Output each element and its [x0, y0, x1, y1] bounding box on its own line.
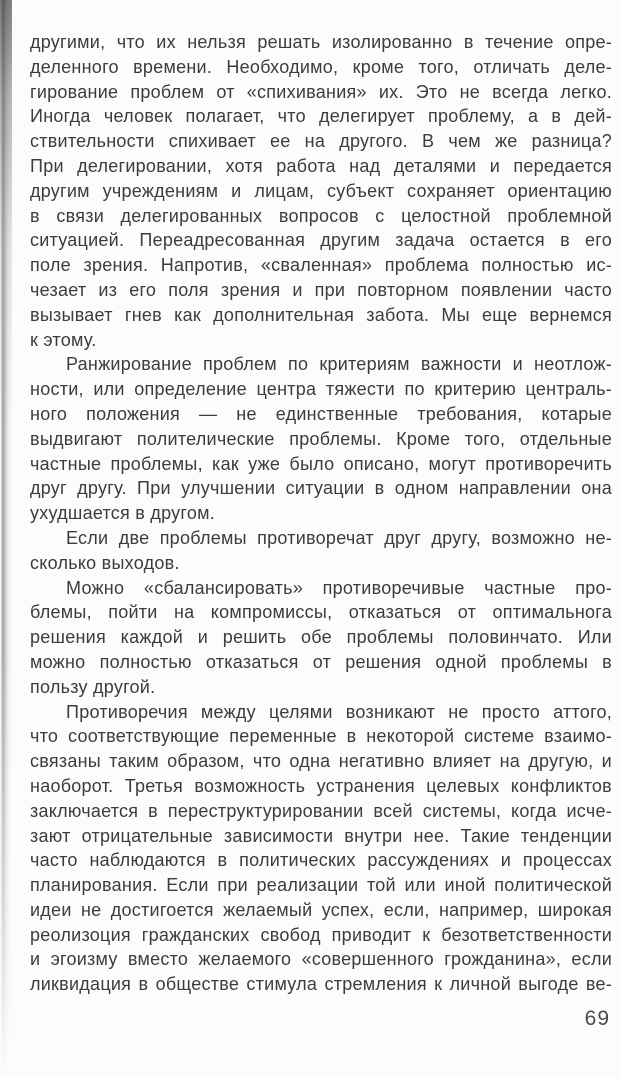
text-line: связаны таким образом, что одна негативно влияет на другую, и	[30, 751, 612, 772]
paragraph	[30, 526, 612, 576]
paragraph	[30, 30, 612, 352]
binding-shadow	[0, 0, 12, 1078]
text-line: планирования. Если при реализации той или иной политической	[30, 875, 612, 896]
text-line: в связи делегированных вопросов с целостной проблемной	[30, 205, 612, 226]
text-line: можно полностью отказаться от решения одной проблемы в	[30, 651, 612, 672]
text-line: сколько выходов.	[30, 552, 180, 573]
text-line: решения каждой и решить обе проблемы половинчато. Или	[30, 627, 612, 648]
text-line: заключается в переструктурировании всей системы, когда исче-	[30, 800, 612, 821]
text-line: чезает из его поля зрения и при повторном появлении часто	[30, 279, 612, 300]
text-line: Ранжирование проблем по критериям важности и неотлож-	[66, 354, 612, 375]
text-line: зают отрицательные зависимости внутри нее. Такие тенденции	[30, 825, 612, 846]
text-line: деленного времени. Необходимо, кроме того, отличать деле-	[30, 56, 612, 77]
text-line: Противоречия между целями возникают не просто аттого,	[66, 701, 612, 722]
text-line: идеи не достигоется желаемый успех, если, например, широкая	[30, 899, 612, 920]
text-line: При делегировании, хотя работа над деталями и передается	[30, 155, 612, 176]
text-line: другими, что их нельзя решать изолированно в течение опре-	[30, 32, 612, 52]
paragraph	[30, 352, 612, 526]
text-line: поле зрения. Напротив, «сваленная» проблема полностью ис-	[30, 255, 612, 276]
text-line: что соответствующие переменные в некоторой системе взаимо-	[30, 726, 612, 747]
text-line: ного положения — не единственные требования, котарые	[30, 403, 612, 424]
text-line: ствительности спихивает ее на другого. В чем же разница?	[30, 131, 612, 152]
page-number: 69	[584, 1007, 610, 1030]
paragraph	[30, 700, 612, 998]
text-line: ности, или определение центра тяжести по критерию централь-	[30, 379, 612, 400]
text-line: ухудшается в другом.	[30, 503, 215, 524]
text-line: пользу другой.	[30, 676, 156, 697]
text-line: ситуацией. Переадресованная другим задача остается в его	[30, 230, 612, 251]
text-line: ликвидация в обществе стимула стремления к личной выгоде ве-	[30, 974, 612, 995]
text-line: друг другу. При улучшении ситуации в одном направлении она	[30, 478, 612, 499]
text-line: и эгоизму вместо желаемого «совершенного грожданина», если	[30, 949, 612, 970]
paragraph	[30, 576, 612, 700]
text-line: Можно «сбалансировать» противоречивые частные про-	[66, 577, 612, 598]
text-line: другим учреждениям и лицам, субъект сохраняет ориентацию	[30, 180, 612, 201]
text-line: гирование проблем от «спихивания» их. Это не всегда легко.	[30, 81, 612, 102]
text-line: частные проблемы, как уже было описано, могут противоречить	[30, 453, 612, 474]
page-text	[30, 30, 612, 997]
text-line: Если две проблемы противоречат друг другу, возможно не-	[66, 527, 612, 548]
text-line: выдвигают полителические проблемы. Кроме того, отдельные	[30, 428, 612, 449]
text-line: часто наблюдаются в политических рассуждениях и процессах	[30, 850, 612, 871]
text-line: реолизоция гражданских свобод приводит к безответственности	[30, 924, 612, 945]
text-line: вызывает гнев как дополнительная забота. Мы еще вернемся	[30, 304, 612, 325]
text-line: наоборот. Третья возможность устранения целевых конфликтов	[30, 775, 612, 796]
text-line: блемы, пойти на компромиссы, отказаться от оптимальнога	[30, 602, 612, 623]
text-line: к этому.	[30, 329, 97, 350]
text-line: Иногда человек полагает, что делегирует проблему, а в дей-	[30, 106, 612, 127]
